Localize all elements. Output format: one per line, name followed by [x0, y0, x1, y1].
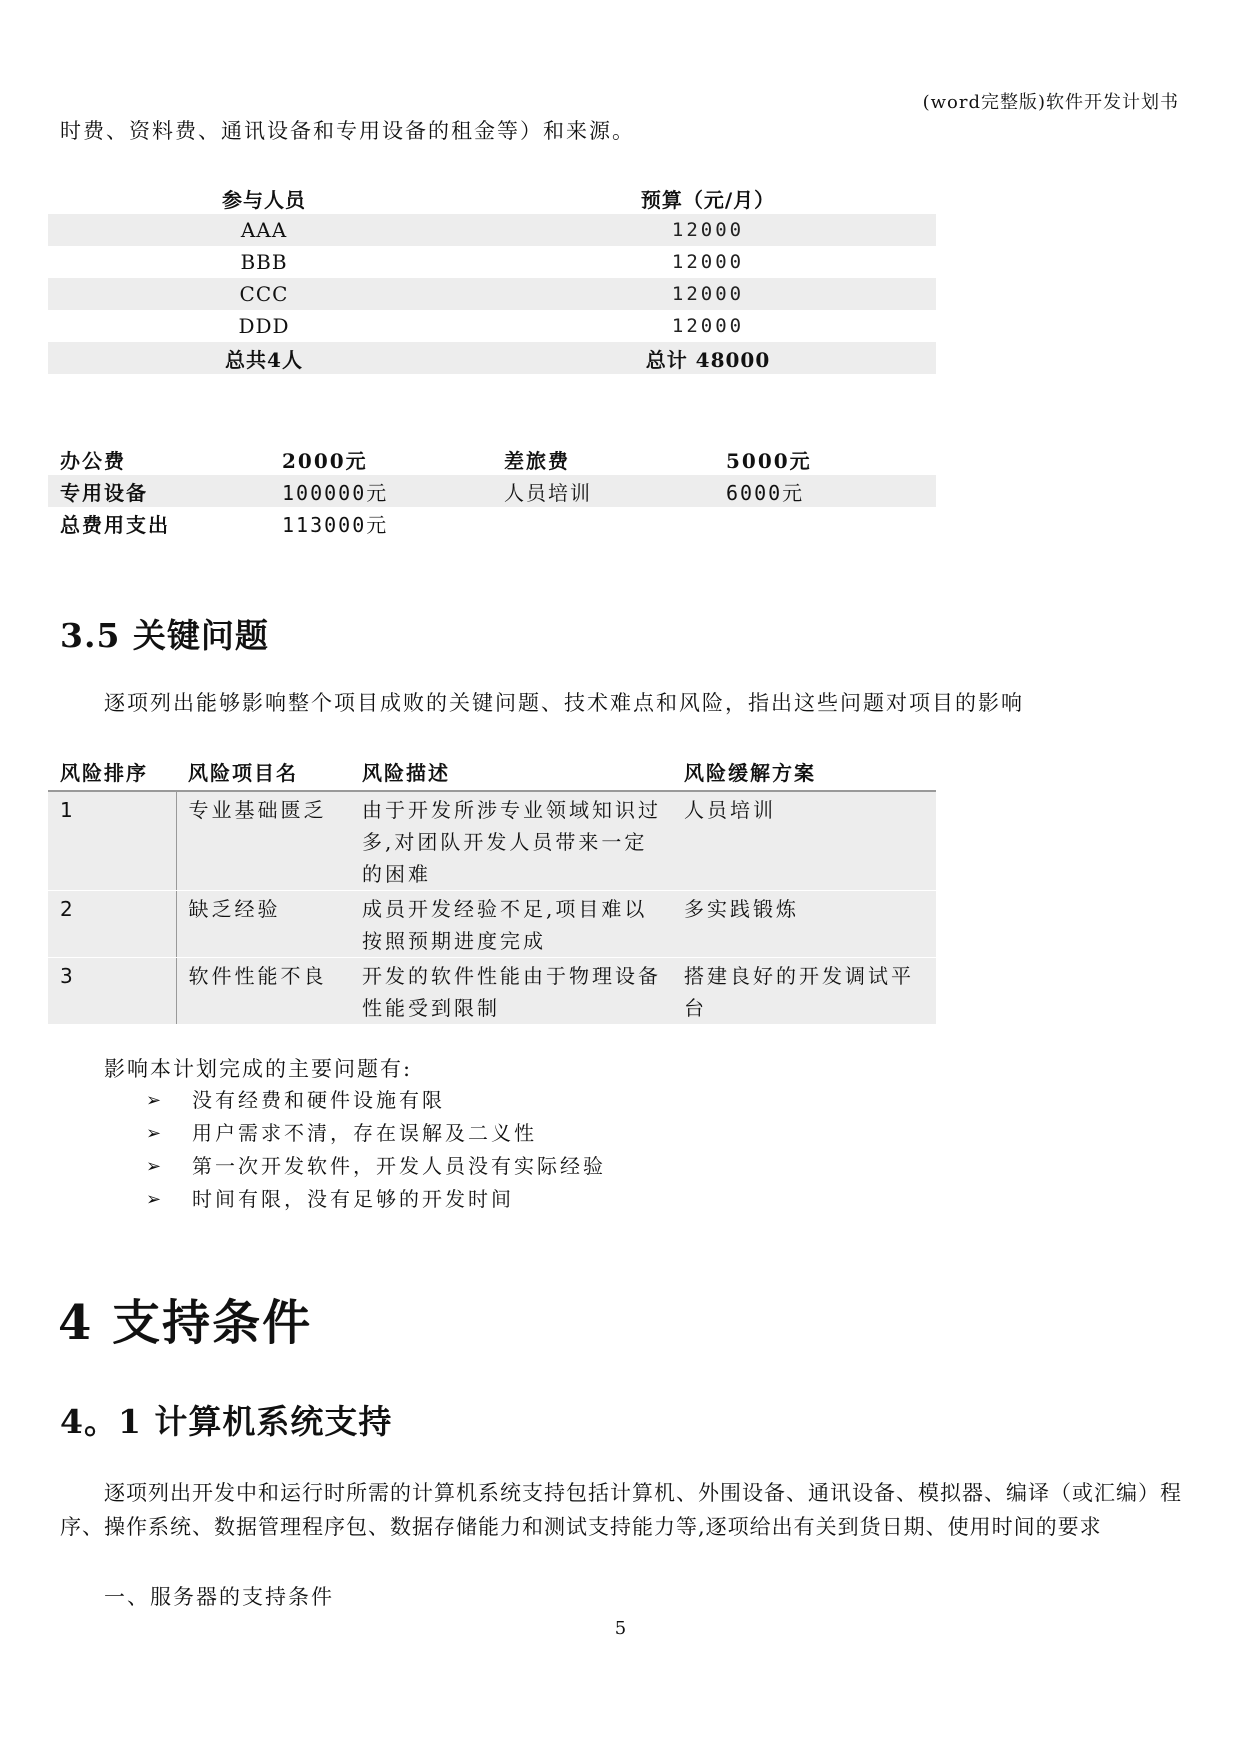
person-name: CCC [48, 278, 480, 310]
impact-list [146, 1084, 606, 1216]
table-header: 风险项目名 [176, 752, 350, 791]
cost-label: 办公费 [60, 448, 126, 473]
page-header: (word完整版)软件开发计划书 [922, 92, 1179, 113]
cost-value: 100000元 [270, 475, 492, 507]
table-header: 预算（元/月） [640, 187, 776, 212]
person-name: BBB [240, 250, 288, 274]
cost-value [714, 507, 936, 539]
arrow-bullet-icon: ➢ [146, 1156, 165, 1177]
arrow-bullet-icon: ➢ [146, 1189, 165, 1210]
list-item [146, 1117, 606, 1150]
total-label: 总共4人 [48, 342, 480, 374]
personnel-budget-table [48, 182, 936, 374]
risk-description: 开发的软件性能由于物理设备性能受到限制 [350, 958, 672, 1025]
risk-solution: 搭建良好的开发调试平台 [672, 958, 936, 1025]
risk-rank: 2 [48, 891, 176, 958]
table-row-total [48, 342, 936, 374]
risk-rank: 3 [48, 958, 176, 1025]
section-intro: 逐项列出能够影响整个项目成败的关键问题、技术难点和风险，指出这些问题对项目的影响 [104, 691, 1024, 715]
arrow-bullet-icon: ➢ [146, 1123, 165, 1144]
list-item [146, 1183, 606, 1216]
table-row [48, 507, 936, 539]
intro-text: 时费、资料费、通讯设备和专用设备的租金等）和来源。 [60, 119, 635, 143]
table-row [48, 475, 936, 507]
risk-solution: 人员培训 [672, 791, 936, 891]
table-row [48, 791, 936, 891]
table-header: 风险排序 [48, 752, 176, 791]
list-item-text: 没有经费和硬件设施有限 [192, 1088, 445, 1112]
risk-rank: 1 [48, 791, 176, 891]
chapter-heading-4: 4 支持条件 [58, 1295, 313, 1351]
list-item-text: 第一次开发软件，开发人员没有实际经验 [192, 1154, 606, 1178]
table-row [48, 891, 936, 958]
cost-value: 2000元 [282, 448, 368, 473]
risk-name: 缺乏经验 [176, 891, 350, 958]
cost-label: 总费用支出 [60, 512, 170, 537]
list-item [146, 1150, 606, 1183]
cost-value: 5000元 [726, 448, 812, 473]
table-header: 风险描述 [350, 752, 672, 791]
impact-intro: 影响本计划完成的主要问题有: [104, 1057, 413, 1081]
risk-table [48, 752, 936, 1025]
person-budget: 12000 [671, 251, 745, 273]
section-heading-4-1: 4。1 计算机系统支持 [60, 1402, 393, 1441]
arrow-bullet-icon: ➢ [146, 1090, 165, 1111]
person-budget: 12000 [480, 214, 936, 246]
table-row [48, 278, 936, 310]
table-row [48, 443, 936, 475]
cost-value: 113000元 [282, 512, 389, 537]
list-item-text: 时间有限，没有足够的开发时间 [192, 1187, 514, 1211]
table-header: 参与人员 [222, 187, 306, 212]
list-item-text: 用户需求不清，存在误解及二义性 [192, 1121, 537, 1145]
table-row [48, 958, 936, 1025]
cost-table [48, 443, 936, 539]
cost-value: 6000元 [714, 475, 936, 507]
cost-label: 人员培训 [492, 475, 714, 507]
risk-name: 软件性能不良 [176, 958, 350, 1025]
table-row [48, 246, 936, 278]
table-header: 风险缓解方案 [672, 752, 936, 791]
total-value: 总计 48000 [480, 342, 936, 374]
section-heading-3-5: 3.5 关键问题 [60, 616, 269, 655]
list-item [146, 1084, 606, 1117]
person-budget: 12000 [480, 278, 936, 310]
person-budget: 12000 [671, 315, 745, 337]
cost-label: 差旅费 [504, 448, 570, 473]
section-paragraph: 逐项列出开发中和运行时所需的计算机系统支持包括计算机、外围设备、通讯设备、模拟器、编译（或汇编）程序、操作系统、数据管理程序包、数据存储能力和测试支持能力等,逐项给出有关到货日期、使用时间的要求 [60, 1481, 1182, 1539]
risk-solution: 多实践锻炼 [672, 891, 936, 958]
person-name: AAA [48, 214, 480, 246]
risk-description: 由于开发所涉专业领域知识过多,对团队开发人员带来一定的困难 [350, 791, 672, 891]
server-support-line: 一、服务器的支持条件 [104, 1585, 334, 1609]
cost-label [492, 507, 714, 539]
person-name: DDD [238, 314, 290, 338]
table-row [48, 214, 936, 246]
page-number: 5 [614, 1618, 627, 1639]
cost-label: 专用设备 [48, 475, 270, 507]
table-row [48, 310, 936, 342]
risk-name: 专业基础匮乏 [176, 791, 350, 891]
risk-description: 成员开发经验不足,项目难以按照预期进度完成 [350, 891, 672, 958]
